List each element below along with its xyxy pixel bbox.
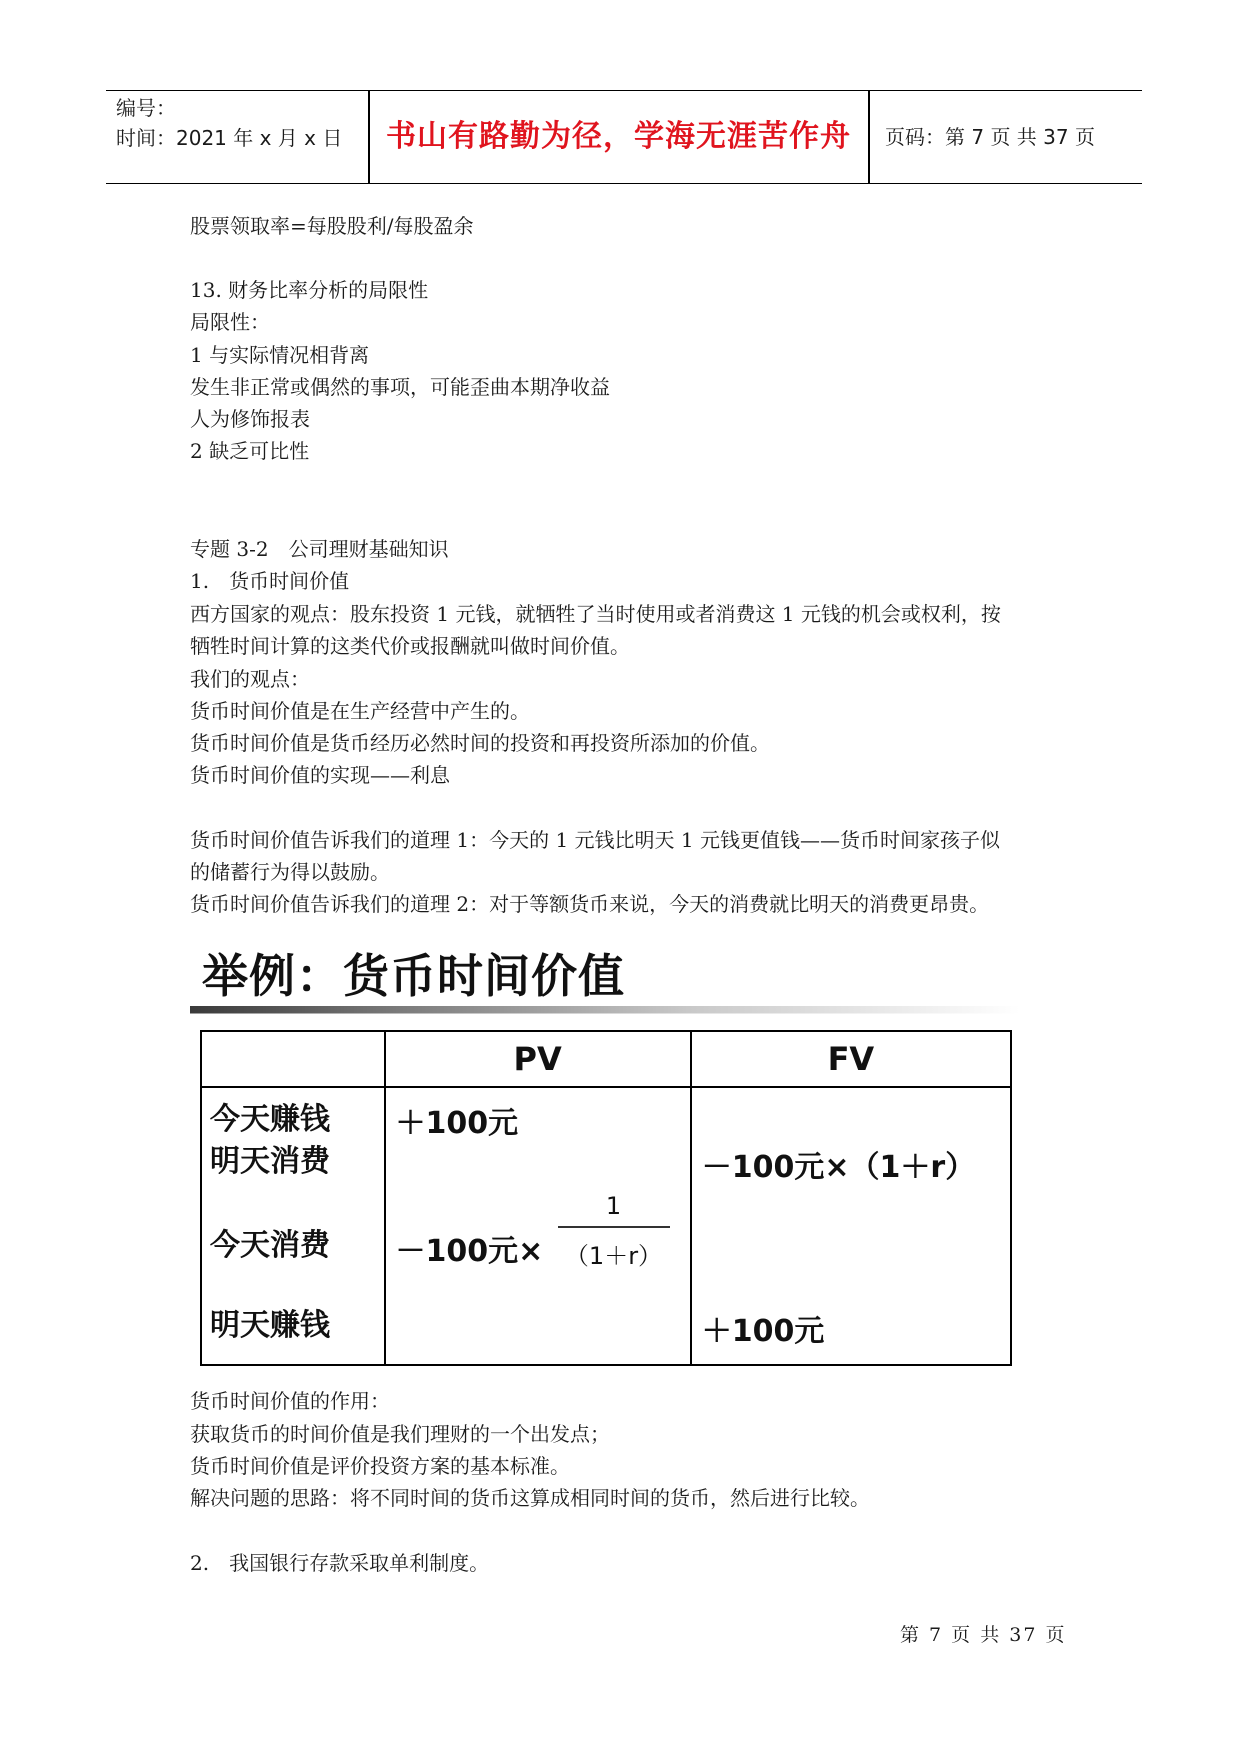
serial-label: 编号： (116, 96, 176, 120)
header-meta (116, 93, 371, 153)
fv-minus-value: －100元×（1＋r） (701, 1150, 976, 1185)
table-corner-cell (201, 1031, 385, 1087)
fraction-denominator: （1＋r） (564, 1242, 663, 1270)
header-motto: 书山有路勤为径，学海无涯苦作舟 (386, 119, 851, 154)
fv-plus-value: ＋100元 (701, 1314, 825, 1349)
row-label-spend-tomorrow: 明天消费 (210, 1144, 330, 1179)
pv-values-cell (385, 1087, 691, 1365)
text-line: 局限性： (190, 310, 270, 334)
text-line: 获取货币的时间价值是我们理财的一个出发点； (190, 1422, 610, 1446)
row-label-earn-today: 今天赚钱 (210, 1102, 330, 1137)
fraction-numerator: 1 (558, 1192, 670, 1228)
text-line: 货币时间价值是评价投资方案的基本标准。 (190, 1454, 570, 1478)
time-label: 时间：2021 年 x 月 x 日 (116, 126, 343, 150)
text-line: 货币时间价值是货币经历必然时间的投资和再投资所添加的价值。 (190, 731, 770, 755)
column-header-pv: PV (385, 1031, 691, 1087)
section-heading: 2. 我国银行存款采取单利制度。 (190, 1551, 490, 1575)
page-header (106, 90, 1142, 184)
row-label-earn-tomorrow: 明天赚钱 (210, 1308, 330, 1343)
text-line: 人为修饰报表 (190, 407, 310, 431)
fv-values-cell (691, 1087, 1011, 1365)
text-line: 货币时间价值告诉我们的道理 2：对于等额货币来说，今天的消费就比明天的消费更昂贵。 (190, 892, 990, 916)
text-line: 解决问题的思路：将不同时间的货币这算成相同时间的货币，然后进行比较。 (190, 1486, 870, 1510)
text-line: 我们的观点： (190, 667, 310, 691)
pv-plus-value: ＋100元 (395, 1106, 519, 1141)
text-line: 货币时间价值是在生产经营中产生的。 (190, 699, 530, 723)
header-page-info: 页码：第 7 页 共 37 页 (885, 125, 1095, 149)
section-heading: 13. 财务比率分析的局限性 (190, 278, 429, 302)
text-line: 2 缺乏可比性 (190, 439, 310, 463)
text-line: 货币时间价值告诉我们的道理 1：今天的 1 元钱比明天 1 元钱更值钱——货币时间家孩子似 (190, 828, 1000, 852)
text-line: 1 与实际情况相背离 (190, 343, 370, 367)
text-line: 发生非正常或偶然的事项，可能歪曲本期净收益 (190, 375, 610, 399)
discount-fraction (558, 1192, 670, 1271)
text-line: 西方国家的观点：股东投资 1 元钱，就牺牲了当时使用或者消费这 1 元钱的机会或权利，按 (190, 602, 1001, 626)
row-labels-cell (201, 1087, 385, 1365)
text-line: 股票领取率=每股股利/每股盈余 (190, 214, 474, 238)
page-footer: 第 7 页 共 37 页 (900, 1624, 1067, 1646)
text-line: 货币时间价值的实现——利息 (190, 763, 450, 787)
column-header-fv: FV (691, 1031, 1011, 1087)
row-label-spend-today: 今天消费 (210, 1228, 330, 1263)
text-line: 牺牲时间计算的这类代价或报酬就叫做时间价值。 (190, 634, 630, 658)
section-heading: 专题 3-2 公司理财基础知识 (190, 537, 449, 561)
time-value-table (200, 1030, 1012, 1366)
text-line: 的储蓄行为得以鼓励。 (190, 860, 390, 884)
header-divider (868, 91, 870, 183)
pv-minus-value: －100元× (395, 1234, 544, 1269)
section-heading: 1. 货币时间价值 (190, 569, 350, 593)
header-divider (368, 91, 370, 183)
slide-title: 举例：货币时间价值 (202, 949, 625, 1003)
example-slide (190, 940, 1020, 1370)
text-line: 货币时间价值的作用： (190, 1389, 390, 1413)
